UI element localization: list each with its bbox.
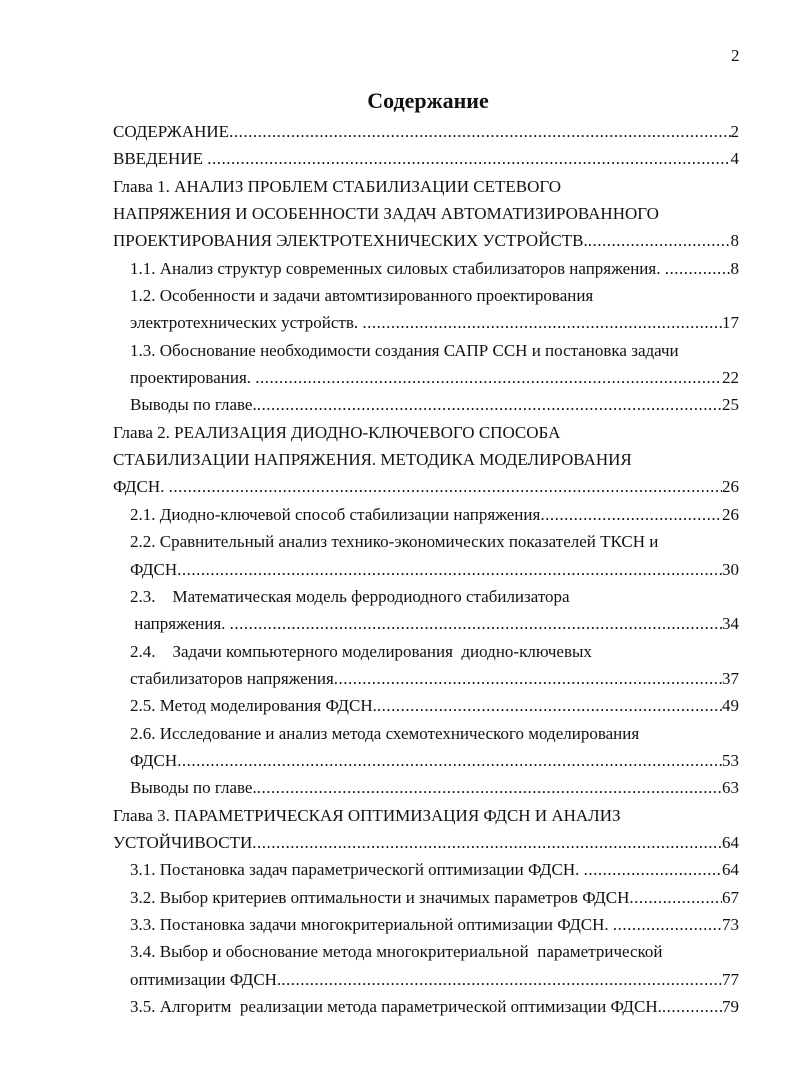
toc-line [113, 364, 739, 391]
toc-entry-text: 2.5. Метод моделирования ФДСН. [130, 696, 377, 716]
toc-line [113, 884, 739, 911]
toc-section-entry [113, 692, 739, 719]
toc-entry-text: 3.5. Алгоритм реализации метода параметрической оптимизации ФДСН. [130, 997, 662, 1016]
toc-line [113, 638, 739, 665]
toc-section-entry [113, 938, 739, 993]
dot-leader [629, 884, 722, 911]
toc-section-entry [113, 337, 739, 392]
toc-line [113, 747, 739, 774]
toc-entry-text: ПРОЕКТИРОВАНИЯ ЭЛЕКТРОТЕХНИЧЕСКИХ УСТРОЙСТВ. [113, 231, 588, 251]
toc-entry-text: 2.6. Исследование и анализ метода схемотехнического моделирования [130, 723, 640, 743]
toc-page-number: 25 [722, 395, 739, 415]
dot-leader [255, 364, 722, 391]
toc-line [113, 337, 739, 364]
toc-entry-text: Глава 3. ПАРАМЕТРИЧЕСКАЯ ОПТИМИЗАЦИЯ ФДСН И АНАЛИЗ [113, 805, 621, 825]
toc-line [113, 227, 739, 254]
toc-page-number: 8 [730, 258, 739, 278]
toc-entry-text: 3.1. Постановка задач параметрическогй оптимизации ФДСН. [130, 860, 584, 880]
dot-leader [665, 255, 731, 282]
toc-line [113, 610, 739, 637]
toc-section-entry [113, 856, 739, 883]
toc-line [113, 556, 739, 583]
toc-entry-text: Глава 1. АНАЛИЗ ПРОБЛЕМ СТАБИЛИЗАЦИИ СЕТЕВОГО [113, 176, 562, 196]
toc-line [113, 583, 739, 610]
toc-line [113, 993, 739, 1020]
toc-line [113, 145, 739, 172]
toc-entry-text: 1.1. Анализ структур современных силовых стабилизаторов напряжения. [130, 258, 665, 278]
toc-entry-text: 1.2. Особенности и задачи автомтизированного проектирования [130, 286, 594, 306]
toc-line [113, 692, 739, 719]
dot-leader [252, 829, 722, 856]
toc-line [113, 200, 739, 227]
dot-leader [281, 966, 722, 993]
toc-section-entry [113, 993, 739, 1020]
toc-page-number: 26 [722, 504, 739, 524]
dot-leader [229, 118, 730, 145]
toc-chapter-entry [113, 173, 739, 255]
toc-chapter-entry [113, 419, 739, 501]
toc-page-number: 73 [722, 914, 739, 934]
toc-line [113, 774, 739, 801]
dot-leader [334, 665, 722, 692]
dot-leader [257, 391, 722, 418]
toc-page-number: 34 [722, 614, 739, 634]
toc-entry-text: ВВЕДЕНИЕ [113, 149, 208, 169]
toc-entry-text: напряжения. [130, 614, 230, 634]
toc-entry-text: проектирования. [130, 368, 256, 388]
toc-entry-text: ФДСН. [113, 477, 169, 497]
toc-page-number: 30 [722, 559, 739, 579]
toc-page-number: 4 [730, 149, 739, 169]
toc-line [113, 501, 739, 528]
toc-page-number: 67 [722, 887, 739, 907]
toc-chapter-entry [113, 145, 739, 172]
toc-page-number: 77 [722, 969, 739, 989]
toc-line [113, 856, 739, 883]
toc-page-number: 49 [722, 696, 739, 716]
toc-section-entry [113, 391, 739, 418]
toc-line [113, 419, 739, 446]
dot-leader [230, 610, 722, 637]
dot-leader [177, 747, 722, 774]
toc-section-entry [113, 583, 739, 638]
toc-entry-text: Глава 2. РЕАЛИЗАЦИЯ ДИОДНО-КЛЮЧЕВОГО СПОСОБА [113, 422, 561, 442]
toc-section-entry [113, 720, 739, 775]
toc-line [113, 720, 739, 747]
page-number: 2 [731, 46, 740, 65]
toc-line [113, 665, 739, 692]
toc-line [113, 966, 739, 993]
toc-entry-text: оптимизации ФДСН. [130, 969, 282, 989]
dot-leader [584, 856, 722, 883]
toc-line [113, 282, 739, 309]
page-title: Содержание [367, 88, 489, 113]
dot-leader [613, 911, 722, 938]
dot-leader [377, 692, 722, 719]
dot-leader [362, 309, 722, 336]
toc-page-number: 8 [730, 231, 739, 251]
dot-leader [257, 774, 722, 801]
toc-page-number: 26 [722, 477, 739, 497]
dot-leader [169, 473, 722, 500]
toc-entry-text: 2.4. Задачи компьютерного моделирования диодно-ключевых [130, 641, 592, 661]
toc-section-entry [113, 638, 739, 693]
toc-line [113, 391, 739, 418]
toc-page-number: 63 [722, 778, 739, 798]
toc-line [113, 911, 739, 938]
toc-section-entry [113, 774, 739, 801]
dot-leader [588, 227, 731, 254]
toc-chapter-entry [113, 802, 739, 857]
toc-line [113, 446, 739, 473]
toc-section-entry [113, 911, 739, 938]
toc-section-entry [113, 884, 739, 911]
table-of-contents [113, 118, 739, 1020]
toc-page-number: 53 [722, 750, 739, 770]
toc-line [113, 118, 739, 145]
toc-section-entry [113, 255, 739, 282]
toc-page-number: 64 [722, 832, 739, 852]
toc-line [113, 802, 739, 829]
toc-entry-text: 2.1. Диодно-ключевой способ стабилизации напряжения [130, 504, 541, 524]
dot-leader [177, 556, 722, 583]
toc-page-number: 2 [730, 122, 739, 141]
toc-entry-text: 3.4. Выбор и обоснование метода многокритериальной параметрической [130, 942, 663, 962]
toc-entry-text: Выводы по главе. [130, 778, 257, 798]
toc-line [113, 173, 739, 200]
toc-entry-text: стабилизаторов напряжения [130, 668, 334, 688]
toc-section-entry [113, 528, 739, 583]
toc-entry-text: ФДСН [130, 750, 178, 770]
toc-entry-text: 3.2. Выбор критериев оптимальности и значимых параметров ФДСН [130, 887, 630, 907]
toc-entry-text: 1.3. Обоснование необходимости создания САПР ССН и постановка задачи [130, 340, 679, 360]
toc-entry-text: СОДЕРЖАНИЕ [113, 122, 230, 141]
toc-line [113, 528, 739, 555]
toc-entry-text: 2.2. Сравнительный анализ технико-экономических показателей ТКСН и [130, 532, 659, 552]
toc-line [113, 255, 739, 282]
toc-line [113, 829, 739, 856]
toc-entry-text: 3.3. Постановка задачи многокритериальной оптимизации ФДСН. [130, 914, 613, 934]
dot-leader [207, 145, 730, 172]
toc-line [113, 938, 739, 965]
toc-entry-text: СТАБИЛИЗАЦИИ НАПРЯЖЕНИЯ. МЕТОДИКА МОДЕЛИРОВАНИЯ [113, 450, 632, 470]
dot-leader [662, 993, 722, 1020]
toc-line [113, 309, 739, 336]
toc-entry-text: УСТОЙЧИВОСТИ [113, 832, 253, 852]
toc-entry-text: НАПРЯЖЕНИЯ И ОСОБЕННОСТИ ЗАДАЧ АВТОМАТИЗИРОВАННОГО [113, 204, 659, 224]
toc-line [113, 473, 739, 500]
toc-page-number: 79 [722, 997, 739, 1016]
toc-entry-text: 2.3. Математическая модель ферродиодного стабилизатора [130, 586, 570, 606]
toc-page-number: 22 [722, 368, 739, 388]
toc-page-number: 17 [722, 313, 739, 333]
toc-entry-text: электротехнических устройств. [130, 313, 363, 333]
toc-section-entry [113, 501, 739, 528]
toc-page-number: 64 [722, 860, 739, 880]
toc-page-number: 37 [722, 668, 739, 688]
toc-chapter-entry [113, 118, 739, 145]
toc-entry-text: ФДСН [130, 559, 178, 579]
toc-entry-text: Выводы по главе. [130, 395, 257, 415]
dot-leader [540, 501, 722, 528]
toc-section-entry [113, 282, 739, 337]
